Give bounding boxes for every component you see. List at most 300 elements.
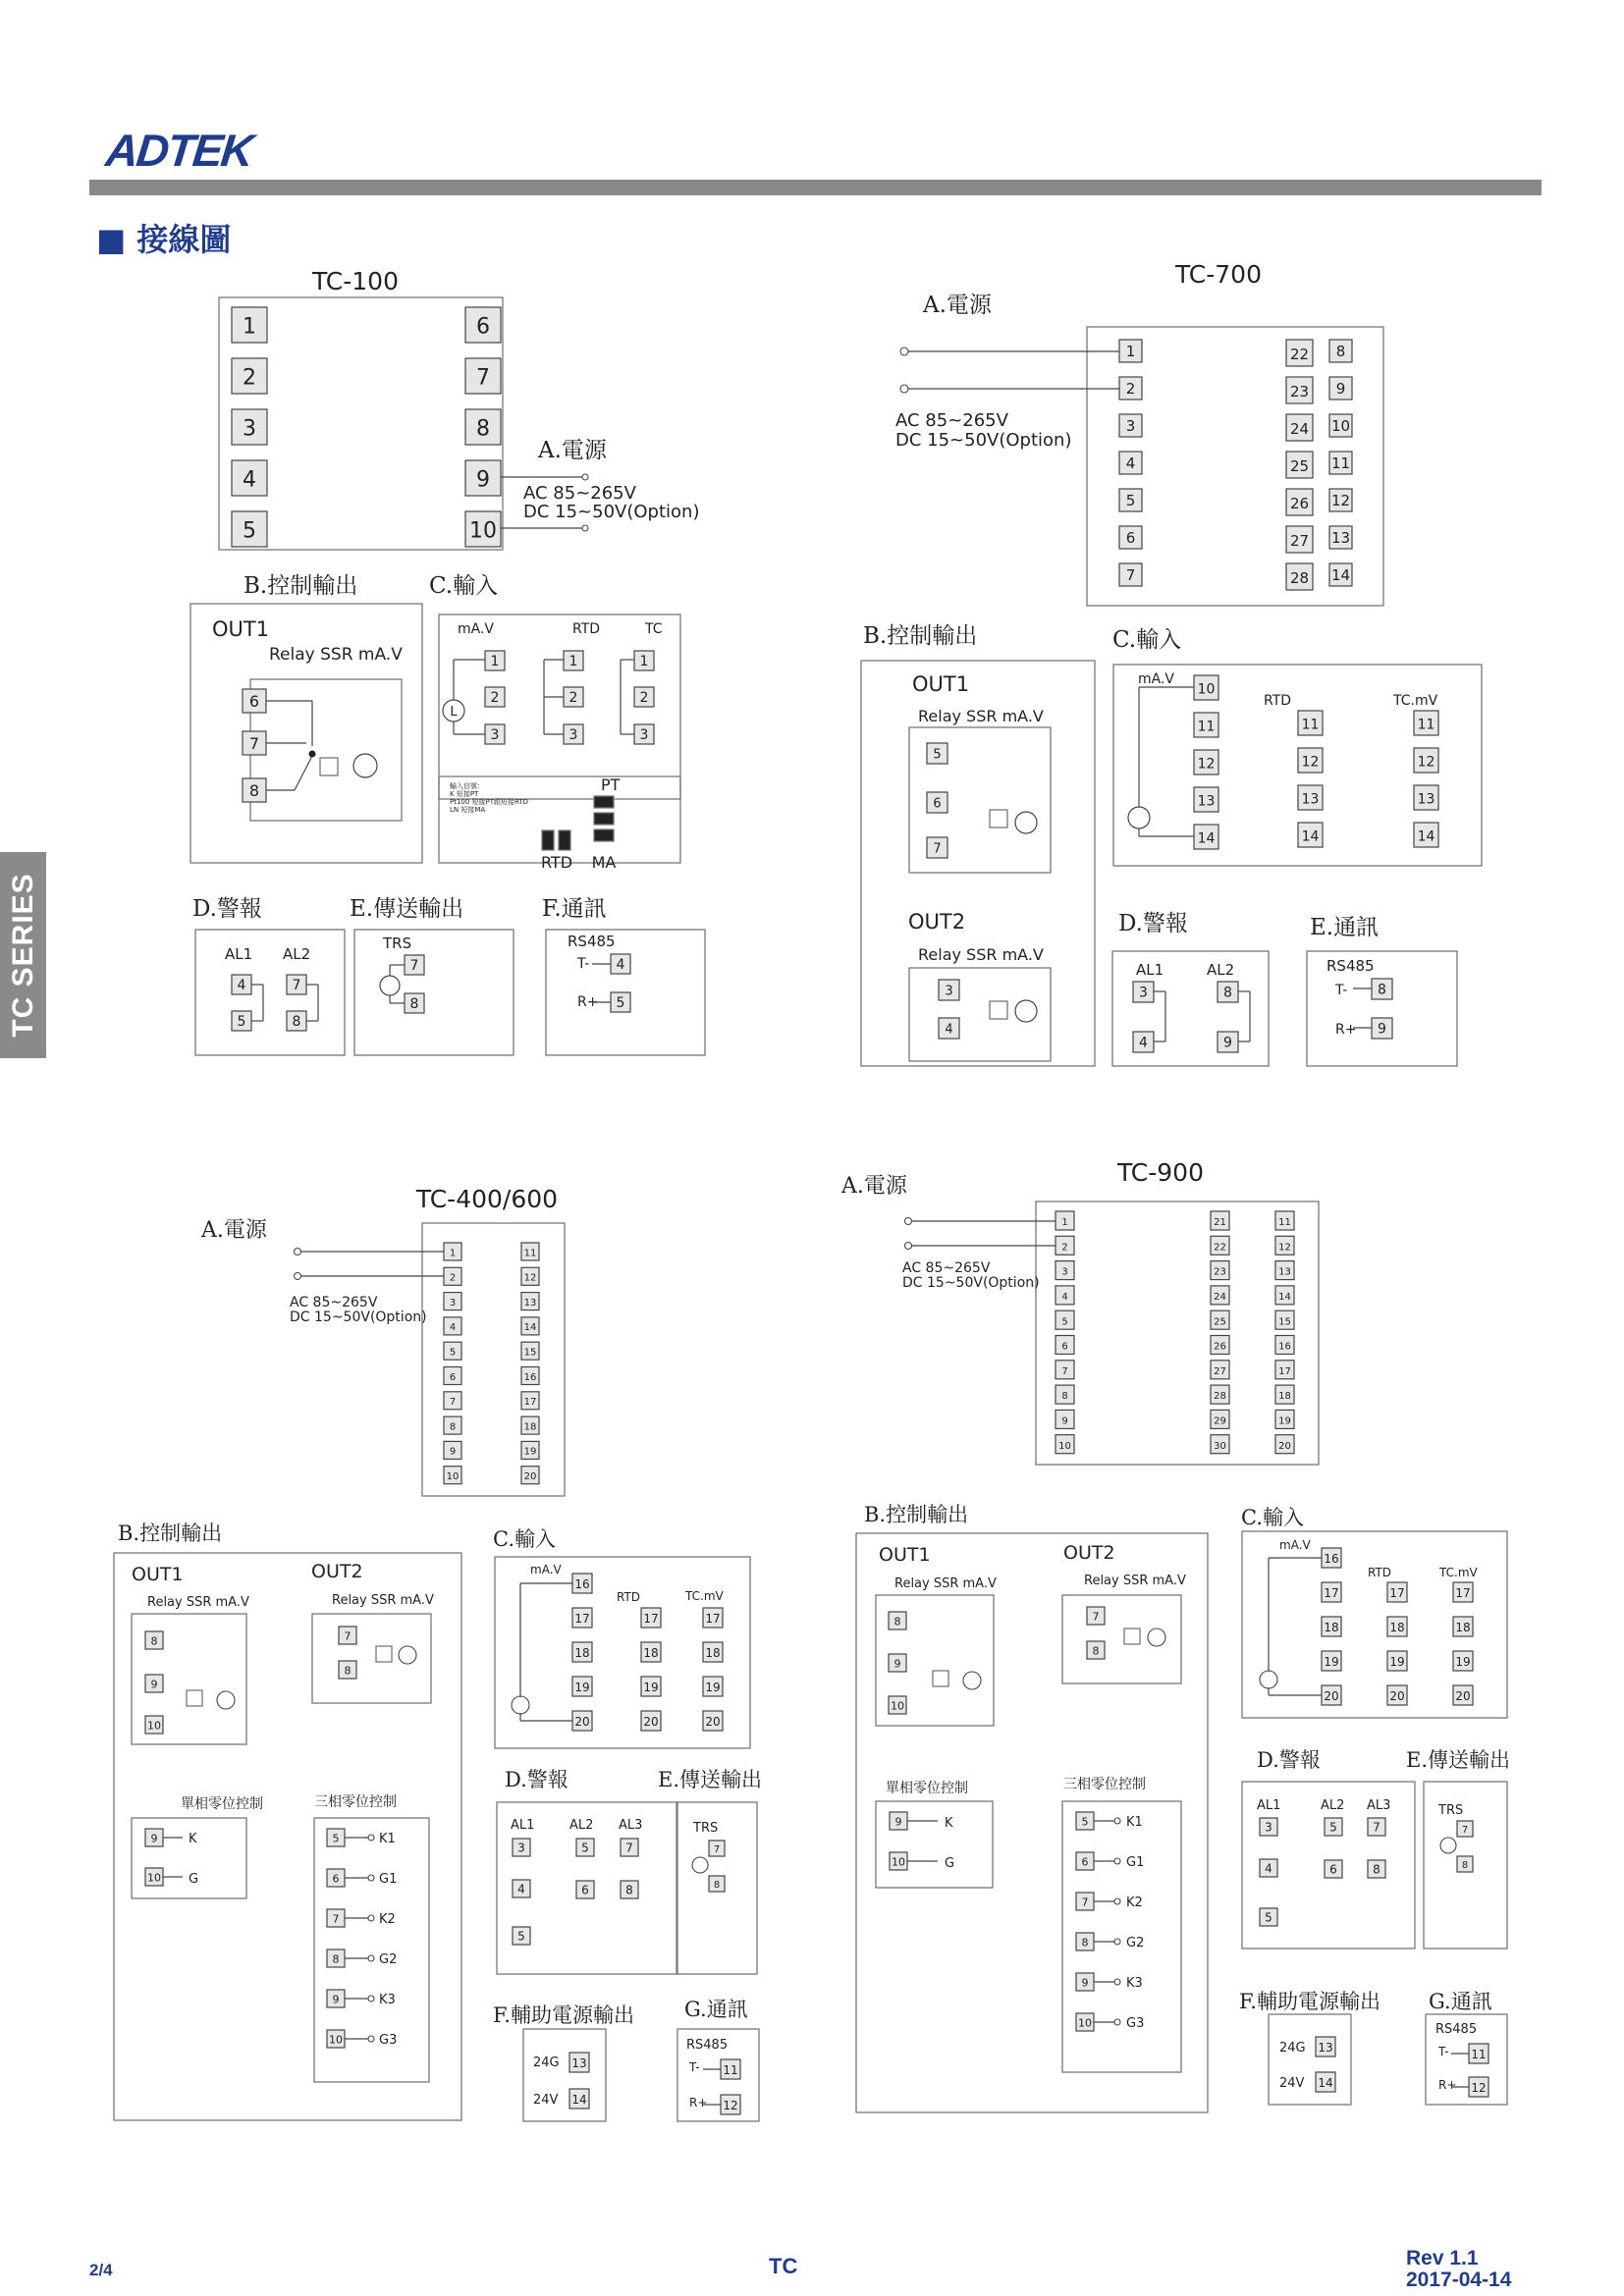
footer-rev: Rev 1.1	[1406, 2247, 1479, 2269]
label: G2	[1126, 1936, 1145, 1950]
label: TC.mV	[685, 1589, 724, 1603]
terminal-label: 13	[1301, 791, 1320, 808]
terminal-label: 25	[1289, 456, 1310, 475]
footer-center: TC	[769, 2254, 798, 2278]
label: K1	[379, 1832, 396, 1846]
tc400-comm-label: G.通訊	[684, 1998, 748, 2021]
terminal-label: 6	[1125, 529, 1136, 548]
terminal-screw	[905, 1218, 912, 1225]
terminal-label: 11	[1278, 1217, 1291, 1229]
terminal-label: 4	[1139, 1035, 1148, 1051]
label: AL2	[283, 945, 311, 963]
label: OUT1	[132, 1564, 184, 1585]
terminal-label: 11	[523, 1248, 537, 1259]
terminal-label: 8	[409, 995, 419, 1012]
tc400-power-label: A.電源	[201, 1218, 267, 1243]
terminal-label: 10	[1330, 417, 1351, 436]
jumper-note: 輸入信號：	[450, 782, 484, 790]
terminal-label: 19	[1389, 1654, 1405, 1669]
terminal-label: 17	[1324, 1585, 1339, 1600]
terminal-screw	[295, 1273, 301, 1280]
label: K2	[379, 1912, 396, 1927]
terminal-label: 18	[1324, 1620, 1339, 1634]
terminal-label: 18	[1389, 1620, 1405, 1634]
label: T-	[577, 956, 590, 972]
terminal-label: 17	[705, 1611, 721, 1626]
tc900-out-box	[856, 1533, 1208, 2112]
terminal-label: 16	[1278, 1341, 1291, 1353]
terminal-label: 10	[1058, 1440, 1071, 1452]
label: 24G	[1279, 2041, 1306, 2056]
terminal-label: 13	[1318, 2040, 1333, 2055]
out1-label: OUT1	[212, 617, 270, 641]
tc700-title: TC-700	[1174, 260, 1263, 289]
terminal-label: 20	[705, 1714, 721, 1729]
terminal-label: 18	[705, 1645, 721, 1660]
terminal-label: 27	[1214, 1365, 1226, 1377]
ma-source-icon	[1148, 1629, 1165, 1646]
terminal-label: 3	[1061, 1266, 1068, 1278]
terminal-label: 19	[1278, 1415, 1291, 1427]
label: Relay SSR mA.V	[147, 1595, 249, 1610]
terminal-label: 6	[1329, 1862, 1337, 1877]
page-number: 2/4	[89, 2261, 113, 2279]
label: MA	[591, 853, 617, 872]
tc100-out-box	[190, 604, 422, 863]
terminal-label: 14	[1330, 566, 1351, 585]
tc400-input-label: C.輸入	[493, 1527, 556, 1551]
terminal-label: 14	[571, 2092, 587, 2107]
tc400-out2-inner	[312, 1614, 431, 1703]
label: AL1	[225, 945, 253, 963]
tc400-alarm-label: D.警報	[505, 1768, 568, 1791]
tc900-title: TC-900	[1116, 1158, 1205, 1187]
terminal-label: 20	[643, 1714, 659, 1729]
terminal-label: 9	[150, 1832, 158, 1845]
terminal-label: 4	[945, 1022, 953, 1038]
terminal-label: 5	[243, 518, 256, 544]
label: OUT1	[879, 1544, 931, 1566]
terminal-label: 12	[1330, 492, 1351, 510]
label: RTD	[1264, 693, 1292, 709]
terminal-label: 30	[1214, 1440, 1226, 1452]
label: T-	[689, 2060, 700, 2074]
label: K1	[1126, 1815, 1143, 1830]
terminal-label: 13	[571, 2056, 587, 2070]
terminal-label: 10	[892, 1855, 905, 1869]
tc400-out-box	[114, 1553, 461, 2120]
terminal-label: 20	[1455, 1688, 1471, 1703]
jumper-pt	[594, 796, 614, 808]
tc400-title: TC-400/600	[415, 1185, 559, 1213]
jumper-ma	[594, 829, 614, 841]
terminal-label: 5	[517, 1929, 525, 1944]
terminal-screw	[295, 1249, 301, 1255]
terminal-label: 1	[568, 653, 578, 669]
label: 三相零位控制	[1063, 1777, 1146, 1792]
terminal-label: 18	[574, 1645, 590, 1660]
terminal-label: 5	[237, 1013, 246, 1030]
tc100-retrans-label: E.傳送輸出	[350, 896, 464, 922]
terminal-label: 11	[1417, 717, 1435, 733]
terminal-label: 9	[332, 1993, 340, 2006]
terminal-label: 18	[523, 1421, 537, 1433]
terminal-label: 26	[1214, 1341, 1226, 1353]
terminal-label: 17	[1278, 1365, 1291, 1377]
tc900-aux-box	[1269, 2014, 1351, 2105]
tc700-out2-inner	[909, 968, 1051, 1061]
terminal-label: 5	[1061, 1316, 1068, 1328]
terminal-label: 8	[332, 1952, 340, 1966]
terminal-label: 7	[1061, 1365, 1068, 1377]
terminal-label: 8	[344, 1664, 352, 1678]
terminal-screw	[368, 1915, 374, 1921]
terminal-label: 7	[933, 841, 942, 857]
label: K2	[1126, 1896, 1143, 1910]
terminal-label: 7	[476, 365, 490, 391]
label: G	[189, 1872, 199, 1887]
terminal-label: 14	[1197, 830, 1216, 847]
label: AL2	[1321, 1798, 1345, 1813]
ma-source-icon	[963, 1672, 981, 1689]
terminal-label: 13	[1330, 529, 1351, 548]
trs-source-icon	[692, 1857, 708, 1873]
label: OUT2	[1063, 1542, 1115, 1564]
label: RS485	[1435, 2022, 1478, 2037]
meter-icon	[1260, 1671, 1277, 1688]
tc100-comm-label: F.通訊	[542, 896, 607, 922]
terminal-label: 7	[248, 733, 260, 753]
terminal-label: 4	[616, 956, 625, 973]
terminal-label: 8	[476, 416, 490, 442]
tc900-alarm-label: D.警報	[1257, 1748, 1321, 1772]
terminal-label: 7	[1373, 1820, 1380, 1835]
tc400-aux-label: F.輔助電源輸出	[493, 2003, 634, 2027]
terminal-label: 1	[490, 653, 500, 669]
terminal-label: 6	[332, 1872, 340, 1886]
jumper-rtd	[594, 813, 614, 825]
terminal-label: 7	[344, 1629, 352, 1643]
label: OUT2	[311, 1561, 363, 1582]
label: PT	[601, 775, 621, 794]
label: Relay SSR mA.V	[918, 945, 1044, 964]
tc100-control-label: B.控制輸出	[244, 573, 358, 599]
terminal-screw	[1114, 1818, 1120, 1824]
terminal-label: 8	[1461, 1859, 1469, 1871]
terminal-label: 6	[1061, 1341, 1068, 1353]
terminal-label: 4	[1125, 454, 1136, 473]
tc100-power-label: A.電源	[538, 438, 607, 463]
terminal-label: 12	[1301, 754, 1320, 771]
label: 單相零位控制	[886, 1781, 968, 1796]
label: Relay SSR mA.V	[1084, 1574, 1186, 1588]
terminal-label: 4	[237, 977, 246, 993]
terminal-label: 7	[409, 957, 419, 974]
terminal-label: 11	[1197, 719, 1216, 735]
terminal-label: 1	[1061, 1217, 1068, 1229]
terminal-label: 3	[639, 726, 649, 743]
terminal-label: 12	[723, 2098, 738, 2112]
terminal-label: 5	[581, 1841, 589, 1855]
terminal-label: 25	[1214, 1316, 1226, 1328]
terminal-label: 4	[243, 467, 256, 493]
terminal-label: 5	[616, 994, 625, 1011]
terminal-label: 8	[1335, 343, 1346, 361]
label: OUT1	[912, 672, 970, 696]
label: TRS	[383, 934, 412, 952]
label: L	[450, 705, 458, 720]
tc700-comm-label: E.通訊	[1310, 915, 1380, 940]
terminal-label: 9	[1061, 1415, 1068, 1427]
terminal-label: 9	[1378, 1021, 1386, 1038]
terminal-label: 4	[449, 1322, 457, 1334]
label: T-	[1335, 983, 1348, 998]
terminal-label: 10	[329, 2033, 343, 2047]
terminal-label: 4	[517, 1882, 525, 1896]
label: TRS	[693, 1821, 719, 1836]
label: AC 85~265V	[895, 410, 1008, 431]
terminal-label: 8	[1378, 982, 1386, 998]
terminal-label: 19	[523, 1446, 537, 1458]
tc700-power-label: A.電源	[923, 293, 992, 318]
power-ac: AC 85~265V	[523, 483, 636, 504]
label: DC 15~50V(Option)	[290, 1309, 427, 1325]
label: R+	[1335, 1022, 1357, 1038]
terminal-label: 20	[523, 1471, 537, 1483]
terminal-label: 3	[243, 416, 256, 442]
label: AL1	[511, 1818, 535, 1833]
terminal-label: 18	[1455, 1620, 1471, 1634]
label: RTD	[572, 621, 601, 637]
terminal-label: 3	[1265, 1820, 1272, 1835]
terminal-label: 17	[574, 1611, 590, 1626]
terminal-screw	[900, 347, 908, 355]
terminal-label: 10	[446, 1471, 460, 1483]
terminal-label: 9	[1223, 1035, 1232, 1051]
terminal-label: 24	[1214, 1291, 1226, 1303]
terminal-label: 20	[1324, 1688, 1339, 1703]
ma-source-icon	[1015, 812, 1037, 833]
terminal-label: 7	[1125, 566, 1136, 585]
frame	[1124, 1629, 1140, 1644]
terminal-label: 13	[1197, 793, 1216, 810]
label: G3	[1126, 2016, 1145, 2031]
label: AL2	[569, 1818, 594, 1833]
label: AL1	[1257, 1798, 1281, 1813]
terminal-screw	[1114, 1939, 1120, 1945]
terminal-label: 22	[1214, 1242, 1226, 1254]
terminal-label: 18	[643, 1645, 659, 1660]
label: RTD	[540, 853, 573, 872]
terminal-screw	[368, 2036, 374, 2042]
terminal-label: 9	[1081, 1976, 1089, 1990]
terminal-label: 6	[248, 691, 260, 711]
terminal-label: 17	[1455, 1585, 1471, 1600]
terminal-label: 10	[1197, 681, 1216, 698]
terminal-label: 15	[523, 1347, 537, 1359]
label: AC 85~265V	[902, 1260, 991, 1276]
label: Relay SSR mA.V	[894, 1576, 997, 1591]
ma-source-icon	[217, 1691, 235, 1709]
jumper-rtd-b	[559, 830, 570, 850]
terminal-label: 7	[713, 1843, 721, 1855]
terminal-screw	[900, 385, 908, 393]
terminal-label: 5	[1265, 1910, 1272, 1925]
terminal-label: 6	[449, 1371, 457, 1383]
terminal-label: 7	[625, 1841, 633, 1855]
terminal-label: 2	[243, 365, 256, 391]
terminal-label: 4	[1061, 1291, 1068, 1303]
label: 三相零位控制	[314, 1794, 397, 1810]
terminal-label: 26	[1289, 494, 1310, 512]
tc100-alarm-box	[195, 930, 345, 1055]
relay-label: Relay SSR mA.V	[269, 645, 403, 665]
terminal-screw	[905, 1243, 912, 1250]
terminal-label: 8	[625, 1883, 633, 1897]
label: RS485	[568, 933, 616, 950]
terminal-label: 8	[713, 1879, 721, 1891]
label: G1	[379, 1872, 398, 1887]
terminal-label: 16	[1324, 1551, 1339, 1566]
tc900-comm-label: G.通訊	[1429, 1990, 1492, 2013]
footer-date: 2017-04-14	[1406, 2269, 1512, 2291]
label: AL1	[1136, 961, 1164, 979]
tc900-out2-inner	[1062, 1595, 1181, 1683]
label: OUT2	[908, 910, 966, 934]
terminal-label: 10	[891, 1699, 904, 1713]
label: mA.V	[1279, 1538, 1311, 1552]
frame	[933, 1671, 948, 1686]
terminal-label: 6	[581, 1883, 589, 1897]
terminal-label: 6	[476, 314, 490, 340]
terminal-label: 7	[292, 977, 301, 993]
tc100-retrans-box	[354, 930, 514, 1055]
terminal-label: 9	[1335, 380, 1346, 399]
terminal-label: 5	[933, 747, 942, 763]
terminal-label: 3	[449, 1297, 457, 1308]
wire	[295, 756, 312, 790]
label: TC.mV	[1439, 1566, 1478, 1579]
label: G3	[379, 2033, 398, 2048]
terminal-label: 4	[1265, 1861, 1272, 1876]
ma-source-icon	[353, 754, 377, 777]
tc100-input-label: C.輸入	[429, 573, 499, 599]
terminal-label: 9	[476, 467, 490, 493]
ssr-symbol	[320, 758, 338, 775]
terminal-label: 9	[449, 1446, 457, 1458]
label: 單相零位控制	[181, 1796, 263, 1812]
terminal-label: 21	[1214, 1217, 1226, 1229]
terminal-label: 3	[568, 726, 578, 743]
label: DC 15~50V(Option)	[902, 1275, 1040, 1291]
terminal-label: 6	[933, 796, 942, 812]
terminal-label: 14	[1301, 828, 1320, 845]
jumper-rtd-a	[542, 830, 554, 850]
label: 24V	[533, 2093, 559, 2108]
terminal-label: 9	[150, 1678, 158, 1691]
terminal-label: 1	[449, 1248, 457, 1259]
tc700-input-label: C.輸入	[1112, 627, 1182, 653]
tc900-input-label: C.輸入	[1241, 1506, 1304, 1529]
terminal-label: 8	[1092, 1644, 1100, 1658]
terminal-label: 14	[1318, 2075, 1333, 2090]
label: AL2	[1207, 961, 1235, 979]
label: K3	[379, 1993, 396, 2007]
terminal-label: 2	[1061, 1242, 1068, 1254]
terminal-label: 5	[1329, 1820, 1337, 1835]
terminal-label: 12	[1417, 754, 1435, 771]
terminal-label: 5	[449, 1347, 457, 1359]
tc900-power-label: A.電源	[841, 1174, 907, 1199]
tc400-control-label: B.控制輸出	[118, 1522, 223, 1545]
side-tab-label: TC SERIES	[6, 873, 39, 1038]
terminal-label: 2	[490, 689, 500, 706]
terminal-label: 3	[490, 726, 500, 743]
terminal-label: 8	[248, 780, 260, 800]
ma-source-icon	[399, 1646, 416, 1664]
tc900-aux-label: F.輔助電源輸出	[1239, 1990, 1380, 2013]
terminal-label: 10	[1078, 2016, 1092, 2030]
jumper-note: LN 短接MA	[450, 806, 486, 814]
terminal-label: 7	[1461, 1824, 1469, 1836]
terminal-label: 1	[1125, 343, 1136, 361]
terminal-label: 11	[1301, 717, 1320, 733]
terminal-label: 7	[332, 1912, 340, 1926]
terminal-label: 28	[1289, 568, 1310, 587]
tc900-control-label: B.控制輸出	[864, 1503, 969, 1526]
terminal-label: 19	[705, 1680, 721, 1694]
terminal-label: 14	[523, 1322, 537, 1334]
terminal-label: 1	[243, 314, 256, 340]
tc700-control-label: B.控制輸出	[863, 623, 978, 649]
terminal-label: 19	[1324, 1654, 1339, 1669]
terminal-label: 8	[893, 1615, 901, 1629]
label: AL3	[1367, 1798, 1391, 1813]
label: mA.V	[458, 621, 494, 637]
terminal-label: 16	[523, 1371, 537, 1383]
terminal-label: 17	[643, 1611, 659, 1626]
terminal-label: 20	[574, 1714, 590, 1729]
label: RTD	[617, 1590, 641, 1604]
terminal-label: 27	[1289, 531, 1310, 550]
terminal-label: 19	[1455, 1654, 1471, 1669]
frame	[990, 1001, 1007, 1019]
terminal-label: 12	[1471, 2080, 1487, 2095]
terminal-screw	[368, 1835, 374, 1841]
terminal-label: 3	[517, 1841, 525, 1855]
label: AL3	[619, 1818, 643, 1833]
terminal-label: 9	[894, 1815, 902, 1829]
terminal-screw	[1114, 1858, 1120, 1864]
terminal-label: 2	[1125, 380, 1136, 399]
terminal-label: 23	[1289, 382, 1310, 400]
label: RS485	[1326, 957, 1375, 975]
terminal-screw	[582, 474, 588, 480]
terminal-label: 19	[643, 1680, 659, 1694]
terminal-screw	[368, 1875, 374, 1881]
ma-source-icon	[1015, 1000, 1037, 1022]
terminal-label: 22	[1289, 345, 1310, 363]
label: 24V	[1279, 2076, 1305, 2091]
label: Relay SSR mA.V	[332, 1593, 434, 1608]
meter-icon	[512, 1696, 529, 1714]
meter-icon	[1128, 807, 1150, 828]
frame	[990, 810, 1007, 828]
terminal-label: 13	[523, 1297, 537, 1308]
terminal-label: 23	[1214, 1266, 1226, 1278]
terminal-label: 29	[1214, 1415, 1226, 1427]
terminal-screw	[368, 1955, 374, 1961]
